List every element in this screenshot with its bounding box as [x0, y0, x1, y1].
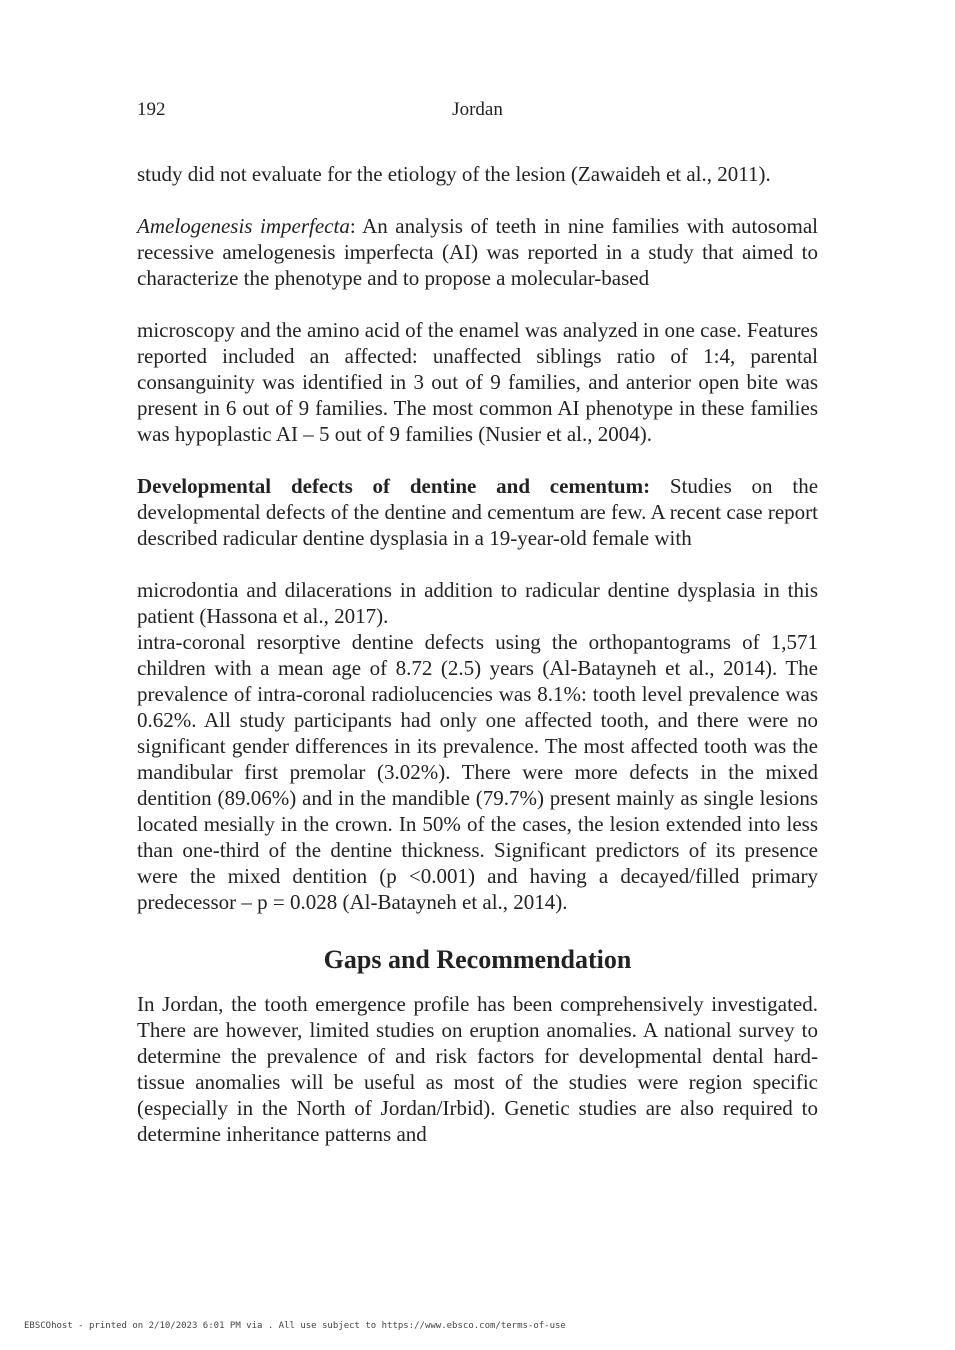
- page-number: 192: [137, 99, 166, 120]
- paragraph-etiology-note: study did not evaluate for the etiology of the lesion (Zawaideh et al., 2011).: [137, 162, 771, 186]
- paragraph-gaps: In Jordan, the tooth emergence profile has been comprehensively investigated. There are however, limited studies on eruption anomalies. A national survey to determine the prevalence of and risk factors for developmental dental hard-tissue anomalies will be useful as most of the studies were region specific (especially in the North of Jordan/Irbid). Genetic studies are also required to determine inheritance patterns and: [137, 992, 818, 1146]
- running-header: [137, 98, 818, 122]
- paragraph-lead-dentine: Developmental defects of dentine and cementum:: [137, 474, 651, 498]
- print-footer: EBSCOhost - printed on 2/10/2023 6:01 PM via . All use subject to https://www.ebsco.com/terms-of-use: [24, 1321, 566, 1331]
- paragraph-amelogenesis: [137, 213, 818, 291]
- running-title: Jordan: [452, 99, 503, 120]
- paragraph-lead-amelogenesis: Amelogenesis imperfecta: [137, 214, 350, 238]
- paragraph-intra-coronal: intra-coronal resorptive dentine defects using the orthopantograms of 1,571 children with a mean age of 8.72 (2.5) years (Al-Batayneh et al., 2014). The prevalence of intra-coronal radiolucencies was 8.1%: tooth level prevalence was 0.62%. All study participants had only one affected tooth, and there were no significant gender differences in its prevalence. The most affected tooth was the mandibular first premolar (3.02%). There were more defects in the mixed dentition (89.06%) and in the mandible (79.7%) present mainly as single lesions located mesially in the crown. In 50% of the cases, the lesion extended into less than one-third of the dentine thickness. Significant predictors of its presence were the mixed dentition (p <0.001) and having a decayed/filled primary predecessor – p = 0.028 (Al-Batayneh et al., 2014).: [137, 630, 818, 914]
- section-heading: Gaps and Recommendation: [323, 945, 632, 974]
- paragraph-ai-features: microscopy and the amino acid of the enamel was analyzed in one case. Features reported included an affected: unaffected siblings ratio of 1:4, parental consanguinity was identified in 3 out of 9 families, and anterior open bite was present in 6 out of 9 families. The most common AI phenotype in these families was hypoplastic AI – 5 out of 9 families (Nusier et al., 2004).: [137, 318, 818, 446]
- body-text: [137, 161, 818, 1147]
- paragraph-body-dentine: Studies on the developmental defects of the dentine and cementum are few. A recent case report described radicular dentine dysplasia in a 19-year-old female with: [137, 474, 819, 550]
- paragraph-dentine-defects: [137, 473, 818, 551]
- paragraph-microdontia: microdontia and dilacerations in addition to radicular dentine dysplasia in this patient (Hassona et al., 2017).: [137, 578, 818, 628]
- paragraph-body-amelogenesis: : An analysis of teeth in nine families with autosomal recessive amelogenesis imperfecta (AI) was reported in a study that aimed to characterize the phenotype and to propose a molecular-based: [137, 214, 818, 290]
